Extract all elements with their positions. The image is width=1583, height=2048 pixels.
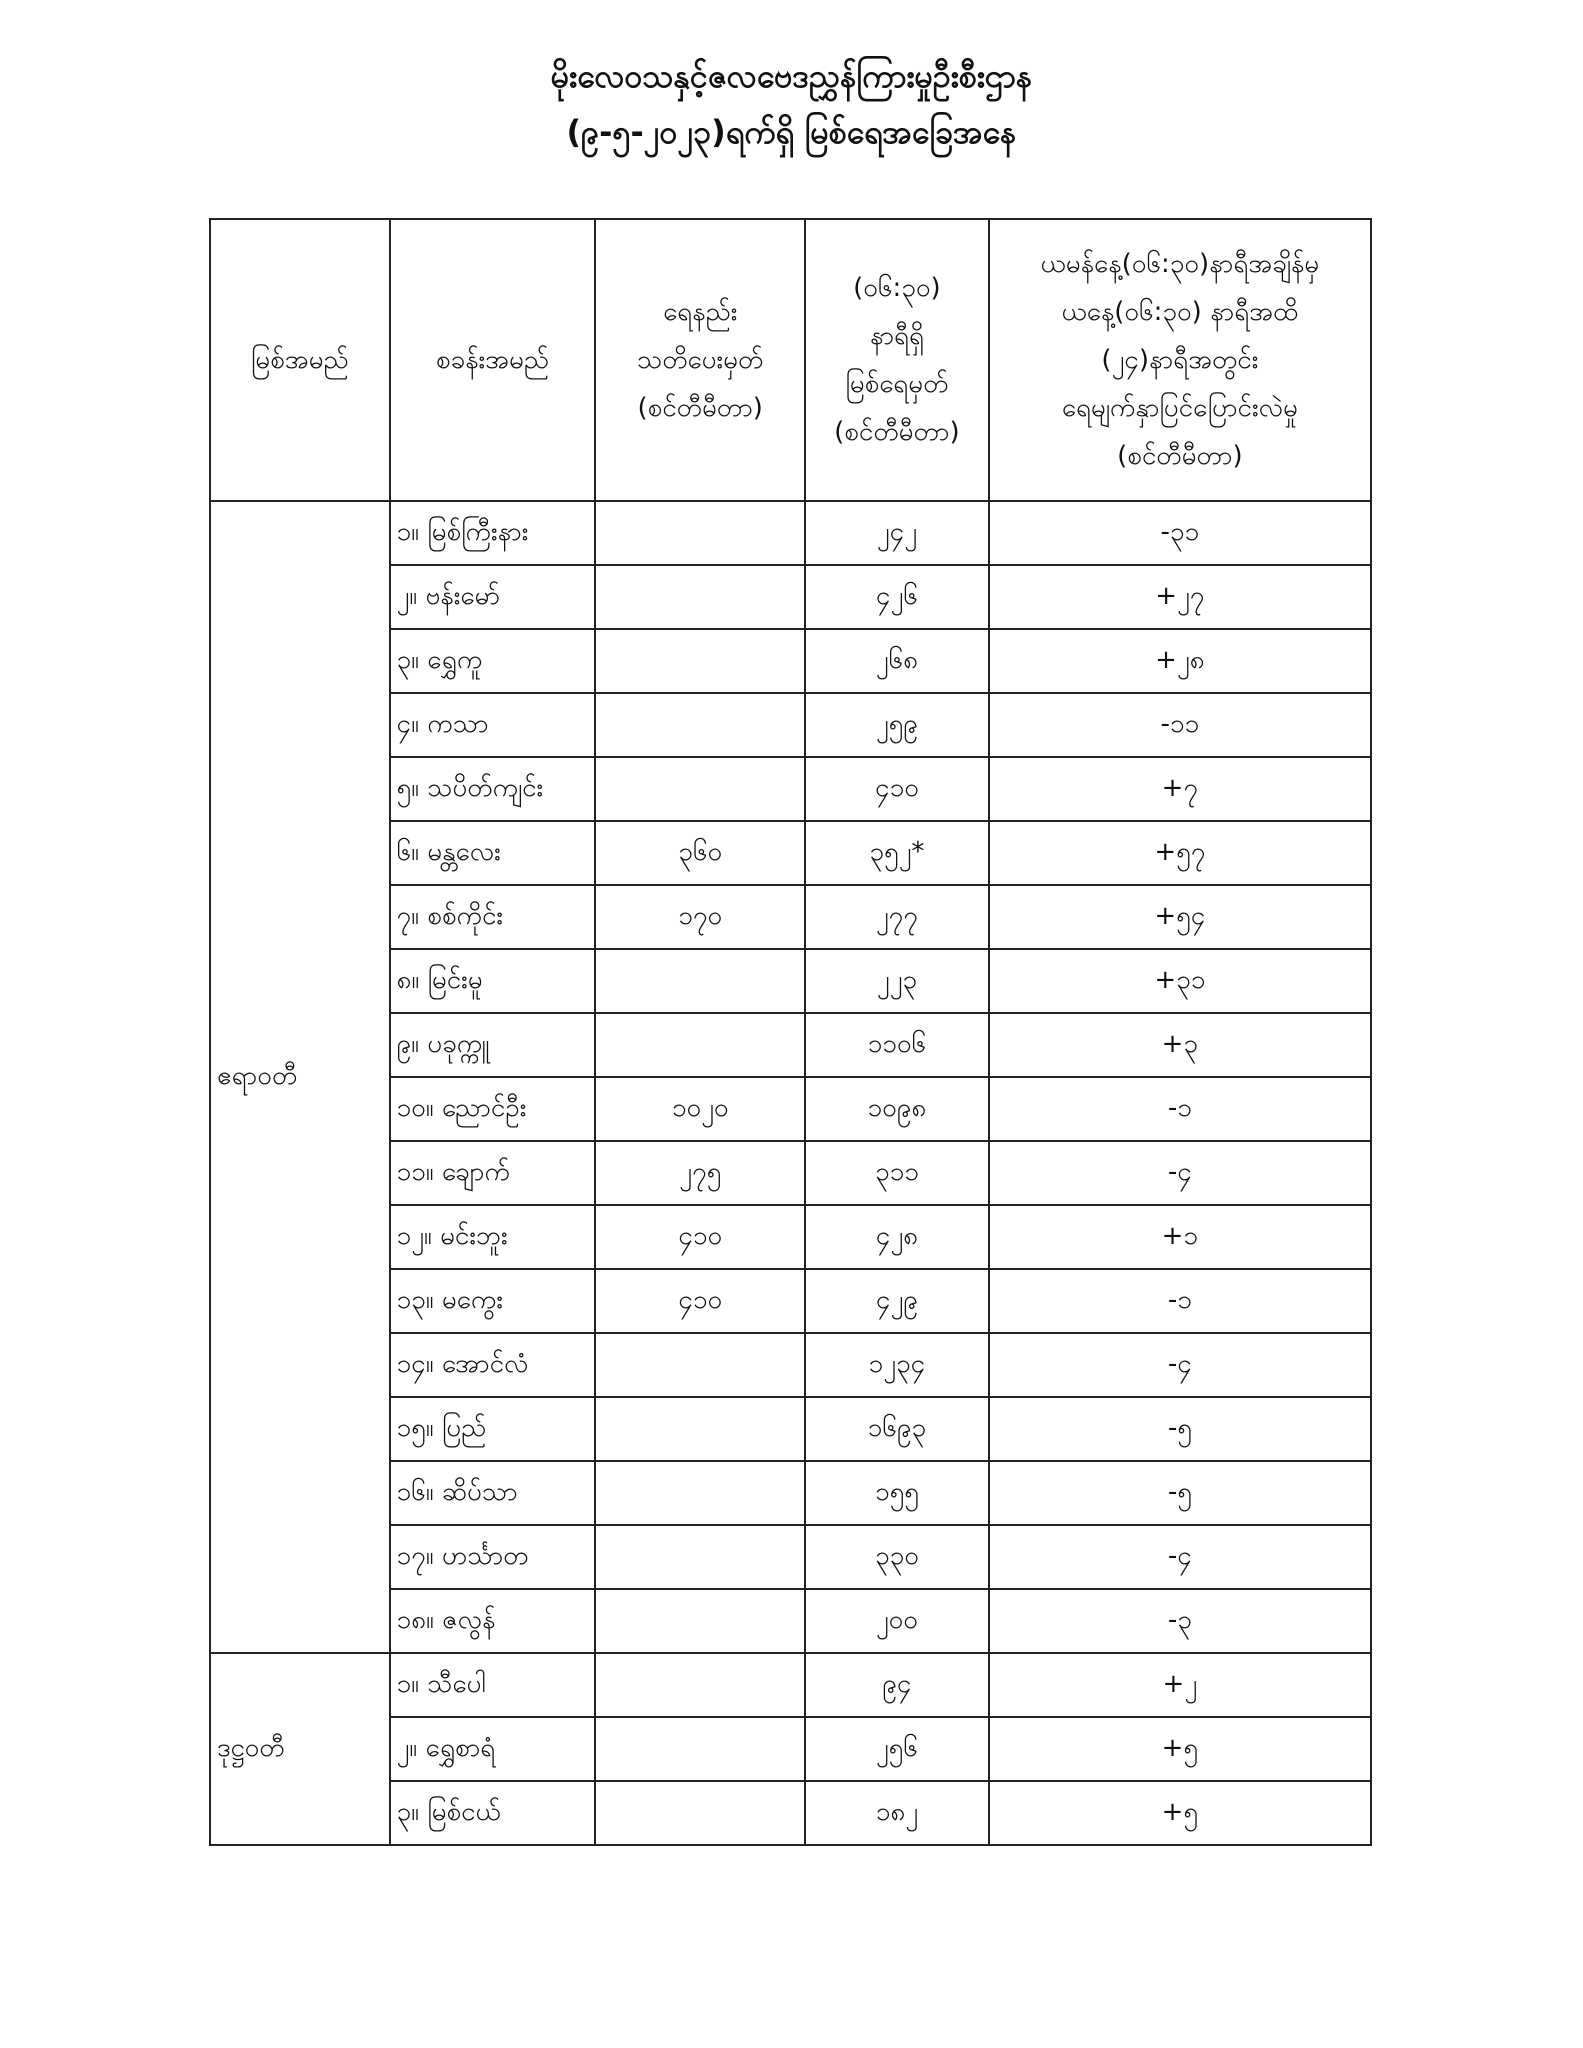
station-name-cell: ၉။ ပခုက္ကူ: [390, 1013, 596, 1077]
water-level-cell: ၉၄: [805, 1653, 989, 1717]
station-name-cell: ၂။ ဗန်းမော်: [390, 565, 596, 629]
water-level-cell: ၂၆၈: [805, 629, 989, 693]
header-station-text: စခန်းအမည်: [435, 345, 549, 375]
level-change-cell: -၅: [989, 1461, 1371, 1525]
level-change-cell: -၁: [989, 1269, 1371, 1333]
danger-level-cell: ၁၇၀: [595, 885, 805, 949]
danger-level-cell: [595, 693, 805, 757]
danger-level-cell: [595, 501, 805, 565]
level-change-cell: +၅: [989, 1781, 1371, 1845]
danger-level-cell: [595, 1397, 805, 1461]
river-level-table: [209, 218, 1372, 1846]
water-level-cell: ၄၂၆: [805, 565, 989, 629]
water-level-cell: ၂၄၂: [805, 501, 989, 565]
level-change-cell: +၂၈: [989, 629, 1371, 693]
level-change-cell: +၃၁: [989, 949, 1371, 1013]
level-change-cell: -၃: [989, 1589, 1371, 1653]
header-change-line: ယနေ့(၀၆:၃၀) နာရီအထိ: [1061, 297, 1299, 327]
header-station: [390, 219, 596, 501]
station-name-cell: ၁၆။ ဆိပ်သာ: [390, 1461, 596, 1525]
header-change: [989, 219, 1371, 501]
water-level-cell: ၁၆၉၃: [805, 1397, 989, 1461]
danger-level-cell: [595, 1525, 805, 1589]
station-name-cell: ၁၃။ မကွေး: [390, 1269, 596, 1333]
danger-level-cell: [595, 629, 805, 693]
danger-level-cell: [595, 1717, 805, 1781]
header-level-line: (စင်တီမီတာ): [834, 417, 960, 447]
level-change-cell: -၁၁: [989, 693, 1371, 757]
river-name-cell: ဧရာဝတီ: [210, 501, 390, 1653]
water-level-cell: ၄၂၈: [805, 1205, 989, 1269]
danger-level-cell: [595, 1461, 805, 1525]
danger-level-cell: [595, 1589, 805, 1653]
header-river-text: မြစ်အမည်: [250, 345, 349, 375]
header-change-line: (၂၄)နာရီအတွင်း: [1101, 345, 1259, 375]
danger-level-cell: ၄၁၀: [595, 1205, 805, 1269]
water-level-cell: ၁၂၃၄: [805, 1333, 989, 1397]
danger-level-cell: [595, 1013, 805, 1077]
station-name-cell: ၁၅။ ပြည်: [390, 1397, 596, 1461]
level-change-cell: -၃၁: [989, 501, 1371, 565]
level-change-cell: +၂: [989, 1653, 1371, 1717]
danger-level-cell: [595, 1653, 805, 1717]
level-change-cell: +၅၄: [989, 885, 1371, 949]
station-name-cell: ၇။ စစ်ကိုင်း: [390, 885, 596, 949]
water-level-cell: ၂၂၃: [805, 949, 989, 1013]
water-level-cell: ၃၁၁: [805, 1141, 989, 1205]
danger-level-cell: ၁၀၂၀: [595, 1077, 805, 1141]
water-level-cell: ၁၁၀၆: [805, 1013, 989, 1077]
level-change-cell: +၃: [989, 1013, 1371, 1077]
level-change-cell: -၅: [989, 1397, 1371, 1461]
header-row: [210, 219, 1371, 501]
water-level-cell: ၁၅၅: [805, 1461, 989, 1525]
station-name-cell: ၁၂။ မင်းဘူး: [390, 1205, 596, 1269]
danger-level-cell: [595, 757, 805, 821]
water-level-cell: ၁၀၉၈: [805, 1077, 989, 1141]
level-change-cell: +၅၇: [989, 821, 1371, 885]
level-change-cell: -၁: [989, 1077, 1371, 1141]
header-level-line: နာရီရှိ: [869, 321, 924, 351]
table-row: [210, 1653, 1371, 1717]
station-name-cell: ၃။ မြစ်ငယ်: [390, 1781, 596, 1845]
water-level-cell: ၁၈၂: [805, 1781, 989, 1845]
water-level-cell: ၃၃၀: [805, 1525, 989, 1589]
header-change-line: (စင်တီမီတာ): [1117, 441, 1243, 471]
danger-level-cell: [595, 565, 805, 629]
danger-level-cell: [595, 1781, 805, 1845]
river-name-cell: ဒုဋ္ဌဝတီ: [210, 1653, 390, 1845]
danger-level-cell: ၂၇၅: [595, 1141, 805, 1205]
level-change-cell: +၂၇: [989, 565, 1371, 629]
department-title: မိုးလေဝသနှင့်ဇလဗေဒညွှန်ကြားမှုဦးစီးဌာန: [550, 57, 1033, 95]
station-name-cell: ၂။ ရွှေစာရံ: [390, 1717, 596, 1781]
water-level-cell: ၄၁၀: [805, 757, 989, 821]
station-name-cell: ၁။ မြစ်ကြီးနား: [390, 501, 596, 565]
level-change-cell: -၄: [989, 1141, 1371, 1205]
station-name-cell: ၁။ သီပေါ: [390, 1653, 596, 1717]
water-level-cell: ၃၅၂*: [805, 821, 989, 885]
level-change-cell: +၁: [989, 1205, 1371, 1269]
station-name-cell: ၁၀။ ညောင်ဦး: [390, 1077, 596, 1141]
table-body: [210, 501, 1371, 1845]
header-danger-level: [595, 219, 805, 501]
table-header: [210, 219, 1371, 501]
header-change-line: ရေမျက်နှာပြင်ပြောင်းလဲမှု: [1061, 393, 1298, 423]
station-name-cell: ၈။ မြင်းမူ: [390, 949, 596, 1013]
header-change-line: ယမန်နေ့(၀၆:၃၀)နာရီအချိန်မှ: [1040, 249, 1320, 279]
danger-level-cell: ၄၁၀: [595, 1269, 805, 1333]
table-row: [210, 501, 1371, 565]
danger-level-cell: ၃၆၀: [595, 821, 805, 885]
report-date-title: (၉-၅-၂၀၂၃)ရက်ရှိ မြစ်ရေအခြေအနေ: [566, 113, 1017, 151]
water-level-cell: ၂၅၉: [805, 693, 989, 757]
station-name-cell: ၁၇။ ဟင်္သာတ: [390, 1525, 596, 1589]
header-level-line: မြစ်ရေမှတ်: [845, 369, 949, 399]
document-header: [0, 48, 1583, 160]
station-name-cell: ၅။ သပိတ်ကျင်း: [390, 757, 596, 821]
station-name-cell: ၁၁။ ချောက်: [390, 1141, 596, 1205]
station-name-cell: ၁၄။ အောင်လံ: [390, 1333, 596, 1397]
danger-level-cell: [595, 1333, 805, 1397]
station-name-cell: ၄။ ကသာ: [390, 693, 596, 757]
level-change-cell: -၄: [989, 1525, 1371, 1589]
level-change-cell: +၅: [989, 1717, 1371, 1781]
header-water-level: [805, 219, 989, 501]
station-name-cell: ၆။ မန္တလေး: [390, 821, 596, 885]
water-level-cell: ၂၀၀: [805, 1589, 989, 1653]
water-level-cell: ၂၇၇: [805, 885, 989, 949]
water-level-cell: ၄၂၉: [805, 1269, 989, 1333]
level-change-cell: +၇: [989, 757, 1371, 821]
header-danger-line: သတိပေးမှတ်: [637, 345, 764, 375]
header-danger-line: ရေနည်း: [663, 297, 738, 327]
danger-level-cell: [595, 949, 805, 1013]
station-name-cell: ၃။ ရွှေကူ: [390, 629, 596, 693]
header-river: [210, 219, 390, 501]
level-change-cell: -၄: [989, 1333, 1371, 1397]
water-level-cell: ၂၅၆: [805, 1717, 989, 1781]
header-level-line: (၀၆:၃၀): [853, 273, 941, 303]
header-danger-line: (စင်တီမီတာ): [637, 393, 763, 423]
station-name-cell: ၁၈။ ဇလွန်: [390, 1589, 596, 1653]
